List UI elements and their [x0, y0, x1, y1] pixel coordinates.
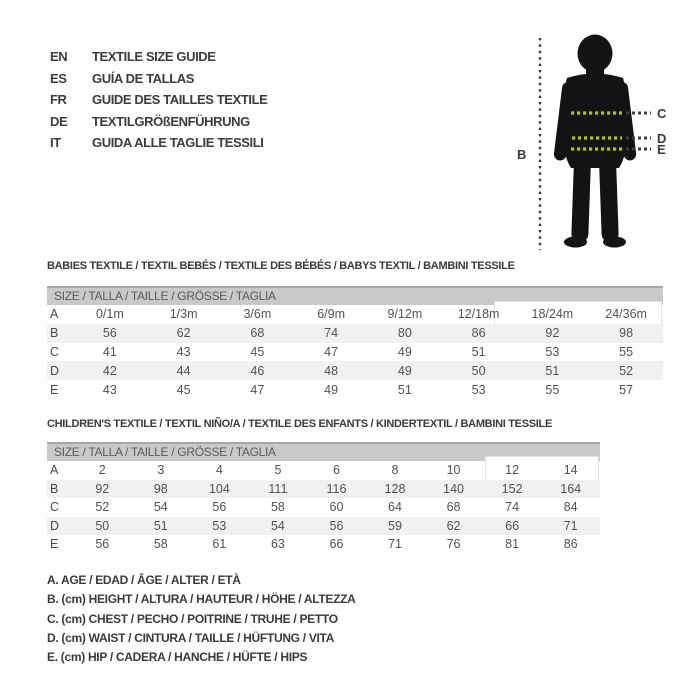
table-row: [47, 517, 600, 536]
table-cell: 54: [153, 500, 168, 515]
table-cell: 140: [443, 481, 464, 496]
children-size-header-bar: SIZE / TALLA / TAILLE / GRÖSSE / TAGLIA: [47, 442, 600, 461]
height-label: B: [517, 147, 527, 162]
table-cell: 47: [250, 382, 265, 397]
table-cell: 49: [397, 344, 412, 359]
table-cell: 4: [215, 463, 223, 478]
table-cell: 12: [505, 463, 520, 478]
table-cell: 58: [153, 537, 168, 552]
lang-title: GUIDA ALLE TAGLIE TESSILI: [92, 135, 264, 151]
waist-label: D: [657, 131, 667, 146]
child-silhouette-diagram: [505, 28, 680, 260]
table-cell: 55: [619, 344, 634, 359]
table-cell: 98: [619, 326, 634, 341]
table-cell: 98: [153, 481, 168, 496]
lang-row-de: [50, 111, 267, 133]
table-cell: 54: [270, 518, 285, 533]
table-cell: 43: [176, 344, 191, 359]
table-cell: 51: [397, 382, 412, 397]
row-label: E: [50, 537, 59, 552]
table-cell: 104: [208, 481, 230, 496]
lang-row-fr: [50, 89, 267, 111]
children-section-title: CHILDREN'S TEXTILE / TEXTIL NIÑO/A / TEXTILE DES ENFANTS / KINDERTEXTIL / BAMBINI TESSILE: [47, 418, 552, 430]
measurement-legend: [47, 571, 356, 667]
table-cell: 86: [471, 326, 486, 341]
legend-height: B. (cm) HEIGHT / ALTURA / HAUTEUR / HÖHE / ALTEZZA: [47, 592, 356, 607]
table-cell: 8: [391, 463, 399, 478]
table-cell: 66: [329, 537, 344, 552]
legend-waist: D. (cm) WAIST / CINTURA / TAILLE / HÜFTUNG / VITA: [47, 630, 335, 645]
table-cell: 53: [545, 344, 560, 359]
table-cell: 12/18m: [457, 307, 500, 322]
babies-size-table: [47, 305, 663, 399]
lang-title: GUÍA DE TALLAS: [92, 70, 195, 86]
babies-section-title: BABIES TEXTILE / TEXTIL BEBÉS / TEXTILE DES BÉBÉS / BABYS TEXTIL / BAMBINI TESSILE: [47, 260, 515, 272]
table-cell: 5: [274, 463, 282, 478]
table-cell: 6: [332, 463, 340, 478]
table-cell: 86: [563, 537, 578, 552]
table-cell: 62: [176, 326, 191, 341]
table-cell: 81: [505, 537, 520, 552]
chest-label: C: [657, 106, 667, 121]
table-cell: 53: [471, 382, 486, 397]
babies-size-section: [47, 260, 663, 399]
table-cell: 111: [268, 481, 288, 496]
lang-row-it: [50, 132, 267, 154]
lang-code: EN: [50, 49, 68, 64]
table-cell: 51: [545, 363, 560, 378]
children-size-section: [47, 418, 600, 554]
lang-code: ES: [50, 70, 67, 86]
table-cell: 152: [501, 481, 523, 496]
table-cell: 64: [388, 500, 402, 515]
table-cell: 50: [471, 363, 486, 378]
row-label: C: [50, 500, 60, 515]
table-cell: 76: [446, 537, 461, 552]
lang-row-es: [50, 68, 267, 90]
table-cell: 74: [324, 326, 339, 341]
child-silhouette: [553, 35, 637, 248]
table-cell: 92: [545, 326, 560, 341]
row-label: A: [50, 463, 59, 478]
table-cell: 56: [329, 518, 344, 533]
table-cell: 41: [102, 344, 117, 359]
table-cell: 62: [446, 518, 461, 533]
table-cell: 3: [157, 463, 165, 478]
table-cell: 92: [95, 481, 110, 496]
table-cell: 1/3m: [169, 307, 198, 322]
table-cell: 116: [326, 481, 347, 496]
table-cell: 6/9m: [317, 307, 346, 322]
table-row: [47, 498, 600, 517]
table-cell: 9/12m: [387, 307, 423, 322]
table-cell: 63: [270, 537, 285, 552]
table-cell: 71: [388, 537, 402, 552]
table-cell: 74: [505, 500, 520, 515]
table-cell: 59: [388, 518, 402, 533]
table-cell: 68: [446, 500, 461, 515]
row-label: D: [50, 363, 60, 378]
table-cell: 44: [176, 363, 191, 378]
table-cell: 42: [102, 363, 117, 378]
row-label: D: [50, 518, 60, 533]
table-cell: 24/36m: [605, 307, 647, 322]
children-size-table: [47, 461, 600, 554]
table-cell: 68: [250, 326, 265, 341]
hip-label: E: [657, 142, 666, 157]
table-row: [47, 305, 663, 324]
table-cell: 47: [324, 344, 339, 359]
table-cell: 60: [329, 500, 344, 515]
table-cell: 43: [102, 382, 117, 397]
row-label: B: [50, 326, 59, 341]
table-cell: 2: [98, 463, 106, 478]
table-cell: 3/6m: [243, 307, 272, 322]
lang-row-en: [50, 46, 267, 68]
lang-code: IT: [50, 135, 61, 151]
table-cell: 55: [545, 382, 560, 397]
row-label: E: [50, 382, 59, 397]
table-cell: 53: [212, 518, 227, 533]
table-cell: 46: [250, 363, 265, 378]
table-cell: 52: [619, 363, 634, 378]
table-cell: 56: [212, 500, 227, 515]
table-cell: 84: [563, 500, 578, 515]
table-cell: 45: [250, 344, 265, 359]
measurement-figure: [505, 28, 680, 260]
row-label: C: [50, 344, 60, 359]
table-row: [47, 380, 663, 399]
legend-chest: C. (cm) CHEST / PECHO / POITRINE / TRUHE / PETTO: [47, 611, 338, 626]
legend-hip: E. (cm) HIP / CADERA / HANCHE / HÜFTE / HIPS: [47, 650, 308, 665]
table-cell: 50: [95, 518, 110, 533]
table-cell: 51: [471, 344, 486, 359]
table-cell: 49: [397, 363, 412, 378]
lang-code: FR: [50, 92, 67, 108]
table-cell: 56: [102, 326, 117, 341]
table-cell: 48: [324, 363, 339, 378]
table-cell: 128: [384, 481, 406, 496]
table-cell: 0/1m: [95, 307, 124, 322]
table-cell: 61: [212, 537, 227, 552]
table-cell: 71: [563, 518, 578, 533]
table-cell: 57: [619, 382, 634, 397]
row-label: A: [50, 307, 59, 322]
babies-size-header-bar: SIZE / TALLA / TAILLE / GRÖSSE / TAGLIA: [47, 286, 663, 305]
table-cell: 14: [563, 463, 578, 478]
table-row: [47, 324, 663, 343]
table-cell: 49: [324, 382, 339, 397]
table-cell: 10: [446, 463, 461, 478]
table-row: [47, 535, 600, 554]
table-cell: 66: [505, 518, 520, 533]
language-title-block: [50, 46, 267, 154]
table-cell: 164: [560, 481, 582, 496]
table-row: [47, 361, 663, 380]
lang-code: DE: [50, 113, 68, 129]
lang-title: TEXTILE SIZE GUIDE: [92, 49, 216, 64]
table-cell: 18/24m: [531, 307, 574, 322]
table-cell: 56: [95, 537, 110, 552]
table-cell: 58: [270, 500, 285, 515]
legend-age: A. AGE / EDAD / ÂGE / ALTER / ETÀ: [47, 573, 241, 587]
table-row: [47, 480, 600, 499]
table-row: [47, 461, 600, 480]
table-cell: 51: [153, 518, 168, 533]
table-cell: 45: [176, 382, 191, 397]
table-row: [47, 343, 663, 362]
lang-title: TEXTILGRÖßENFÜHRUNG: [92, 113, 250, 129]
lang-title: GUIDE DES TAILLES TEXTILE: [92, 92, 268, 108]
table-cell: 80: [397, 326, 412, 341]
row-label: B: [50, 481, 59, 496]
table-cell: 52: [95, 500, 110, 515]
